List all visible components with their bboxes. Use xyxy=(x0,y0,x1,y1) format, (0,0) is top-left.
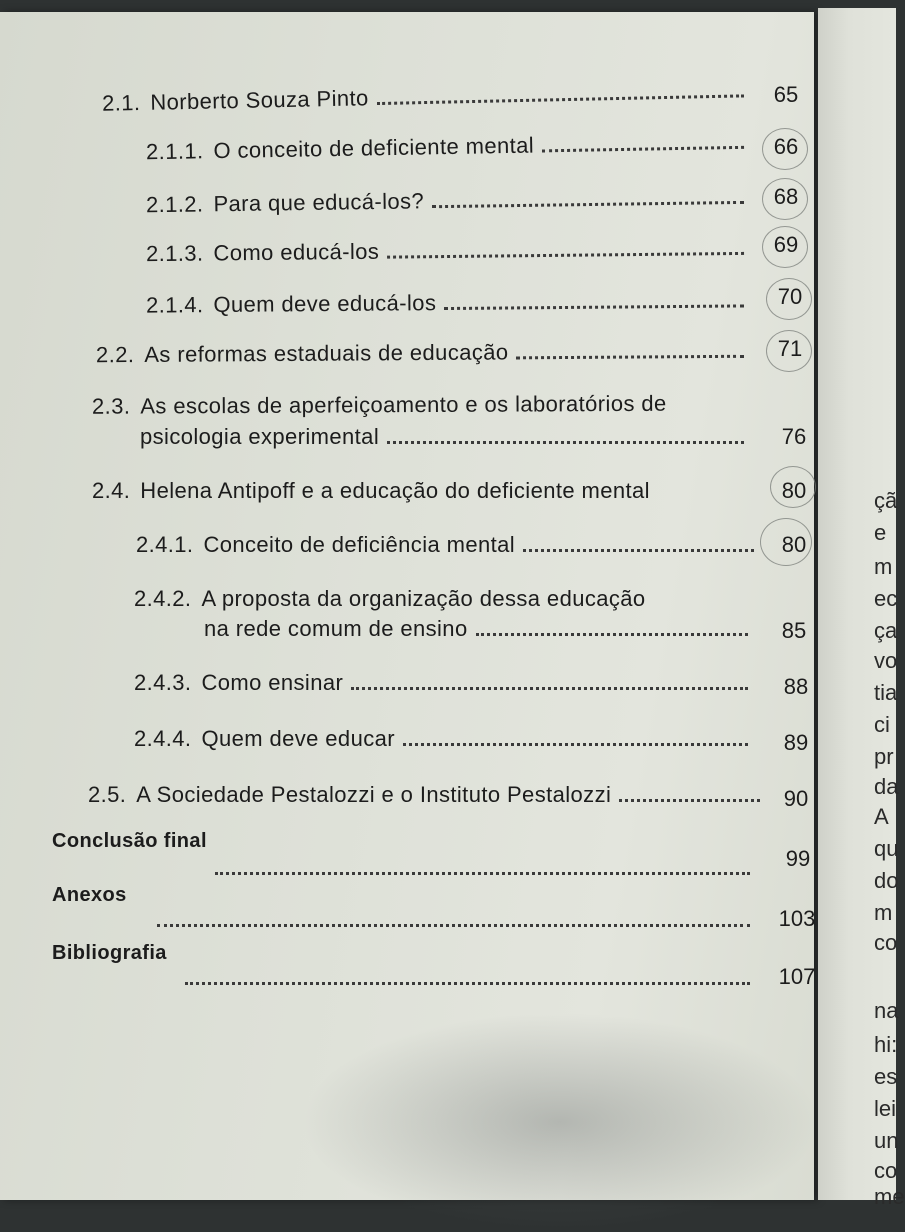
toc-entry-title: Bibliografia xyxy=(52,942,167,964)
toc-entry xyxy=(146,235,752,267)
toc-entry xyxy=(102,77,752,117)
dot-leader xyxy=(516,353,744,360)
toc-entry-number: 2.1. xyxy=(101,90,141,116)
toc-entry xyxy=(96,338,752,369)
toc-page-number: 71 xyxy=(777,336,803,361)
toc-entry xyxy=(52,942,758,965)
dot-leader xyxy=(619,797,760,802)
toc-page-number: 88 xyxy=(783,674,809,699)
dot-leader xyxy=(542,144,744,153)
facing-page-text: tia xyxy=(874,680,898,705)
toc-entry xyxy=(146,129,752,166)
toc-page-number: 66 xyxy=(773,134,799,159)
toc-entry xyxy=(52,884,758,907)
toc-page-number: 80 xyxy=(781,532,807,557)
toc-entry-number: 2.4.4. xyxy=(134,726,192,751)
toc-entry-title: Para que educá-los? xyxy=(213,188,425,217)
facing-page-text: hi: xyxy=(874,1032,898,1057)
facing-page-text: m xyxy=(874,900,893,925)
toc-entry-number: 2.5. xyxy=(88,782,127,807)
toc-entry xyxy=(146,287,752,318)
dot-leader xyxy=(157,922,750,927)
facing-page-text: ci xyxy=(874,712,890,737)
toc-entry-title-line2: na rede comum de ensino xyxy=(204,616,468,641)
dot-leader xyxy=(476,631,748,636)
dot-leader xyxy=(215,870,750,875)
toc-entry-title: Quem deve educar xyxy=(201,726,395,751)
toc-entry-title: Conceito de deficiência mental xyxy=(203,532,516,557)
toc-entry-number: 2.4.2. xyxy=(134,586,192,611)
toc-entry-number: 2.1.1. xyxy=(145,138,204,165)
toc-page-number: 68 xyxy=(773,184,799,209)
toc-page-number: 70 xyxy=(777,284,803,309)
toc-page-number: 80 xyxy=(781,478,807,503)
facing-page-text: na xyxy=(874,998,899,1023)
toc-entry-title-line2: psicologia experimental xyxy=(140,424,380,449)
book-page xyxy=(0,12,814,1200)
toc-entry xyxy=(52,830,758,853)
facing-page-text: m xyxy=(874,554,893,579)
table-of-contents xyxy=(0,12,814,1012)
dot-leader xyxy=(185,980,750,985)
facing-page-text: çã xyxy=(874,488,898,513)
toc-page-number: 85 xyxy=(781,618,807,643)
toc-entry-title: As reformas estaduais de educação xyxy=(144,339,509,367)
toc-entry-number: 2.3. xyxy=(91,393,131,419)
toc-entry-number: 2.1.3. xyxy=(145,240,204,267)
facing-page-text: do xyxy=(874,868,899,893)
toc-entry xyxy=(136,532,762,558)
dot-leader xyxy=(523,547,754,552)
toc-entry xyxy=(88,782,768,808)
toc-entry xyxy=(92,478,762,504)
facing-page-text: pr xyxy=(874,744,894,769)
facing-page-text: lei xyxy=(874,1096,897,1121)
dot-leader xyxy=(351,685,748,690)
facing-page-text: es xyxy=(874,1064,898,1089)
toc-entry xyxy=(134,670,756,696)
toc-entry-title: Como ensinar xyxy=(201,670,344,695)
facing-page-text: un xyxy=(874,1128,899,1153)
toc-entry xyxy=(146,184,752,218)
facing-page-text: co xyxy=(874,1158,898,1183)
toc-entry-title: Anexos xyxy=(52,884,127,906)
toc-entry-title: Quem deve educá-los xyxy=(213,290,437,318)
facing-page-text: me xyxy=(874,1184,905,1209)
toc-page-number: 90 xyxy=(783,786,809,811)
toc-entry-title: Conclusão final xyxy=(52,830,207,852)
dot-leader xyxy=(403,741,748,746)
toc-page-number: 107 xyxy=(778,964,816,989)
toc-entry-title: A proposta da organização dessa educação xyxy=(201,586,646,611)
dot-leader xyxy=(377,92,744,105)
toc-page-number: 103 xyxy=(778,906,816,931)
toc-page-number: 76 xyxy=(781,424,807,449)
toc-entry-number: 2.1.2. xyxy=(145,191,204,218)
facing-page-text: A xyxy=(874,804,889,829)
toc-entry-number: 2.4.3. xyxy=(134,670,192,695)
facing-page-text: ec xyxy=(874,586,898,611)
toc-entry-number: 2.2. xyxy=(95,342,135,368)
toc-entry-number: 2.1.4. xyxy=(145,292,204,318)
dot-leader xyxy=(387,439,744,444)
toc-entry-title: A Sociedade Pestalozzi e o Instituto Pestalozzi xyxy=(136,782,612,807)
toc-entry-continuation xyxy=(204,616,756,642)
toc-page-number: 69 xyxy=(773,232,799,257)
toc-page-number: 99 xyxy=(785,846,811,871)
toc-entry-title: O conceito de deficiente mental xyxy=(213,132,535,164)
toc-entry xyxy=(134,726,756,752)
toc-entry xyxy=(92,390,762,420)
hand-shadow xyxy=(300,1012,820,1232)
dot-leader xyxy=(444,302,744,310)
toc-entry xyxy=(134,586,794,612)
facing-page-text: vo xyxy=(874,648,898,673)
toc-entry-title: Como educá-los xyxy=(213,238,380,266)
dot-leader xyxy=(387,250,744,259)
facing-page-text: co xyxy=(874,930,898,955)
dot-leader xyxy=(432,199,744,208)
toc-entry-continuation xyxy=(140,424,752,450)
toc-entry-number: 2.4.1. xyxy=(136,532,194,557)
facing-page-text: da xyxy=(874,774,899,799)
toc-page-number: 65 xyxy=(773,82,799,107)
toc-page-number: 89 xyxy=(783,730,809,755)
toc-entry-number: 2.4. xyxy=(92,478,131,503)
facing-page-text: qu xyxy=(874,836,899,861)
toc-entry-title: Helena Antipoff e a educação do deficiente mental xyxy=(140,478,650,503)
toc-entry-title: Norberto Souza Pinto xyxy=(150,85,369,115)
facing-page-text: e xyxy=(874,520,887,545)
facing-page-text: ça xyxy=(874,618,898,643)
facing-page xyxy=(818,8,905,1209)
toc-entry-title: As escolas de aperfeiçoamento e os laboratórios de xyxy=(140,390,667,419)
